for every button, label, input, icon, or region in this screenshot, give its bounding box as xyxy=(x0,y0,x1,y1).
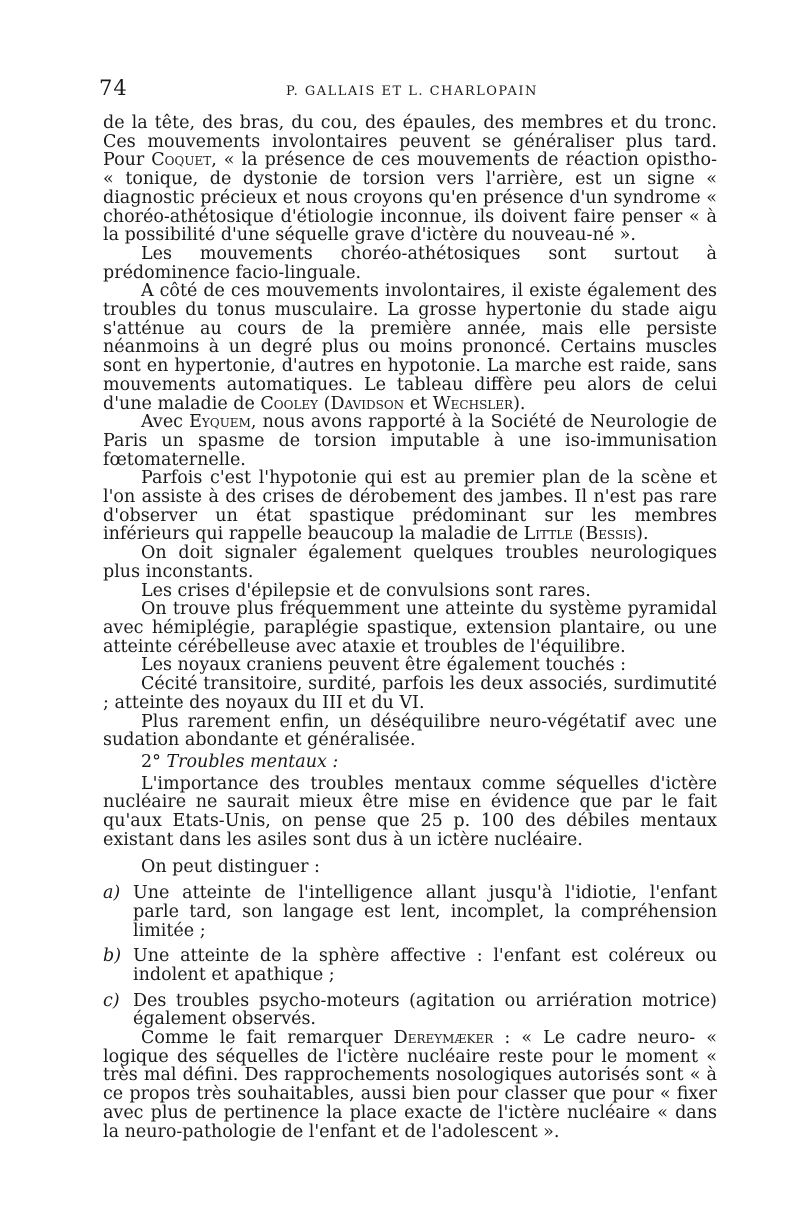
text-run: A côté de ces mouvements involontaires, il existe également des troubles du tonus musculaire. La grosse hypertonie du stade aigu s'atténue au cours de la première année, mais elle persiste néanmoins à un degré plus ou moins prononcé. Certains muscles sont en hypertonie, d'autres en hypotonie. La marche est raide, sans mouvements automatiques. Le tableau diffère peu alors de celui d'une maladie de xyxy=(103,281,717,414)
paragraph: On doit signaler également quelques troubles neurologiques plus inconstants. xyxy=(103,543,717,582)
paragraph xyxy=(103,282,717,413)
section-title: Troubles mentaux : xyxy=(166,751,339,772)
text-run: , « la présence de ces mouvements de réaction opistho- « tonique, de dystonie de torsion vers l'arrière, est un signe « diagnostic précieux et nous croyons qu'en présence d'un syndrome « choréo-athétosique d'étiologie inconnue, ils doivent faire penser « à la possibilité d'une séquelle grave d'ictère du nouveau-né ». xyxy=(103,150,717,246)
author-name: Dereymæker xyxy=(393,1028,494,1049)
author-name: Little xyxy=(523,524,573,545)
list-marker: b) xyxy=(103,946,122,967)
page-number: 74 xyxy=(99,76,128,100)
paragraph: Les mouvements choréo-athétosiques sont surtout à prédominence facio-linguale. xyxy=(103,243,717,283)
list-item xyxy=(103,992,717,1029)
author-name: Wechsler xyxy=(432,393,514,414)
text-run: ( xyxy=(572,524,586,545)
paragraph: On peut distinguer : xyxy=(141,857,320,878)
list-item xyxy=(103,947,717,984)
list-item-text: Une atteinte de l'intelligence allant jusqu'à l'idiotie, l'enfant parle tard, son langage est lent, incomplet, la compréhension limitée ; xyxy=(133,883,717,941)
text-run: Comme le fait remarquer xyxy=(141,1028,394,1049)
paragraph xyxy=(103,469,717,544)
paragraph: Les crises d'épilepsie et de convulsions sont rares. xyxy=(141,580,591,601)
list-item xyxy=(103,884,717,940)
text-run: de la tête, des bras, du cou, des épaules, des membres et du tronc. Ces mouvements involontaires peuvent se généraliser plus tard. Pour xyxy=(103,113,717,171)
author-name: Cooley xyxy=(260,393,319,414)
text-run: ). xyxy=(513,393,526,414)
text-run: Parfois c'est l'hypotonie qui est au premier plan de la scène et l'on assiste à des crises de dérobement des jambes. Il n'est pas rare d'observer un état spastique prédominant sur les membres inférieurs qui rappelle beaucoup la maladie de xyxy=(103,468,717,545)
paragraph: On trouve plus fréquemment une atteinte du système pyramidal avec hémiplégie, paraplégie spastique, extension plantaire, ou une atteinte cérébelleuse avec ataxie et troubles de l'équilibre. xyxy=(103,599,717,657)
body-text xyxy=(103,114,717,1141)
paragraph xyxy=(103,1029,717,1141)
text-run: ). xyxy=(636,524,649,545)
paragraph xyxy=(103,413,717,469)
text-run: ( xyxy=(318,393,331,414)
paragraph xyxy=(103,114,717,245)
text-run: , nous avons rapporté à la Société de Neurologie de Paris un spasme de torsion imputable à une iso-immunisation fœtomaternelle. xyxy=(103,412,717,470)
author-name: Bessis xyxy=(585,524,637,545)
text-run: : « Le cadre neuro- « logique des séquelles de l'ictère nucléaire reste pour le moment « très mal défini. Des rapprochements nosologiques autorisés sont « à ce propos très souhaitables, aussi bien pour classer que pour « fixer avec plus de pertinence la place exacte de l'ictère nucléaire « dans la neuro-pathologie de l'enfant et de l'adolescent ». xyxy=(103,1028,717,1142)
author-name: Davidson xyxy=(330,393,405,414)
author-name: Coquet xyxy=(151,150,212,171)
paragraph: Plus rarement enfin, un déséquilibre neuro-végétatif avec une sudation abondante et généralisée. xyxy=(103,711,717,751)
text-run: et xyxy=(404,393,433,414)
author-name: Eyquem xyxy=(189,412,251,433)
paragraph: Les noyaux craniens peuvent être également touchés : xyxy=(141,655,627,676)
paragraph: Cécité transitoire, surdité, parfois les deux associés, surdimutité ; atteinte des noyaux du III et du VI. xyxy=(103,674,717,713)
running-title: P. GALLAIS ET L. CHARLOPAIN xyxy=(286,84,538,99)
list-item-text: Une atteinte de la sphère affective : l'enfant est coléreux ou indolent et apathique ; xyxy=(133,946,717,985)
page-header xyxy=(0,76,800,106)
list-marker: a) xyxy=(103,883,121,904)
text-run: Avec xyxy=(141,412,190,433)
section-number: 2° xyxy=(141,751,161,772)
list-marker: c) xyxy=(103,990,120,1011)
list-item-text: Des troubles psycho-moteurs (agitation ou arriération motrice) également observés. xyxy=(133,990,717,1030)
section-heading xyxy=(103,753,717,772)
paragraph: L'importance des troubles mentaux comme séquelles d'ictère nucléaire ne saurait mieux être mise en évidence que par le fait qu'aux Etats-Unis, on pense que 25 p. 100 des débiles mentaux existant dans les asiles sont dus à un ictère nucléaire. xyxy=(103,773,717,850)
